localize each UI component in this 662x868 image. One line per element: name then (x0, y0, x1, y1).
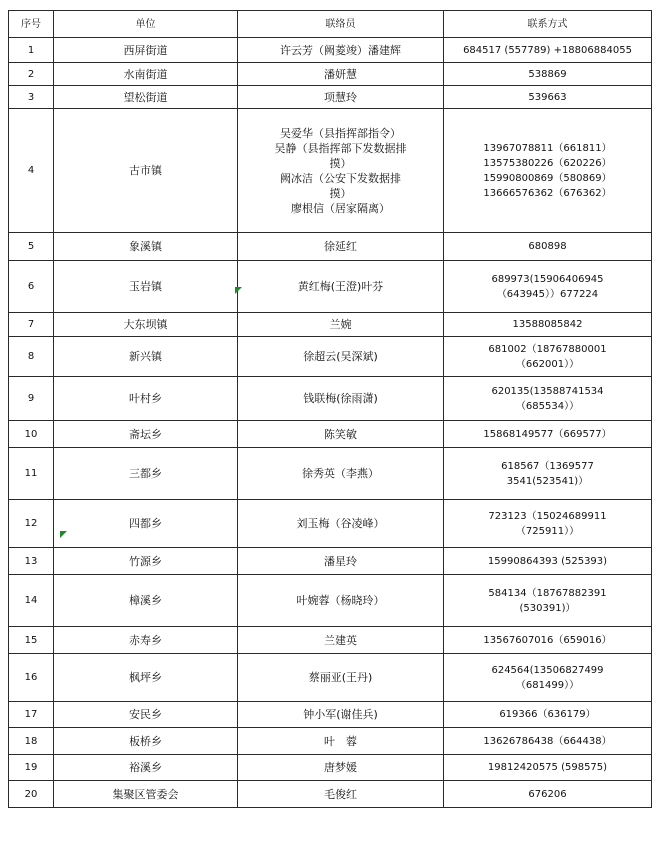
phone-line: 13588085842 (512, 319, 583, 330)
contact-line: 钟小军(谢佳兵) (303, 708, 378, 721)
row-contact (238, 337, 444, 377)
cell-comment-marker (60, 531, 67, 538)
contact-line: 阙冰洁（公安下发数据排 (280, 171, 401, 185)
table-row (9, 575, 652, 627)
contact-line: 廖根信（居家隔离） (291, 201, 390, 215)
phone-line: 689973(15906406945 (491, 273, 604, 285)
row-phone (444, 548, 652, 575)
contact-line: 许云芳（阙菱竣）潘建辉 (280, 43, 401, 57)
row-phone (444, 63, 652, 86)
phone-line: (530391)） (519, 602, 576, 614)
row-index: 11 (9, 448, 54, 500)
row-index: 8 (9, 337, 54, 377)
row-contact (238, 575, 444, 627)
table-row (9, 109, 652, 233)
row-phone (444, 233, 652, 261)
row-phone (444, 337, 652, 377)
row-index: 17 (9, 702, 54, 728)
row-index: 4 (9, 109, 54, 233)
row-phone (444, 500, 652, 548)
row-index: 9 (9, 377, 54, 421)
phone-line: 19812420575 (598575) (487, 762, 608, 773)
row-phone (444, 448, 652, 500)
phone-line: 13575380226（620226） (483, 157, 612, 169)
row-unit: 板桥乡 (54, 728, 238, 755)
contact-line: 兰建英 (324, 633, 357, 647)
row-contact (238, 63, 444, 86)
contact-line: 吴静（县指挥部下发数据排 (274, 141, 407, 155)
phone-line: 684517 (557789) +18806884055 (463, 44, 632, 56)
row-phone (444, 421, 652, 448)
table-row (9, 261, 652, 313)
phone-line: 619366（636179） (499, 709, 596, 720)
row-phone (444, 575, 652, 627)
phone-line: 15990864393 (525393) (487, 555, 608, 567)
contact-line: 叶婉蓉（杨晓玲） (296, 594, 385, 607)
contact-line: 摸） (329, 186, 352, 200)
row-index: 16 (9, 654, 54, 702)
row-phone (444, 38, 652, 63)
phone-line: （681499）） (515, 679, 580, 691)
row-unit: 叶村乡 (54, 377, 238, 421)
row-unit: 竹源乡 (54, 548, 238, 575)
row-contact (238, 500, 444, 548)
row-index: 19 (9, 755, 54, 781)
contact-line: 徐延红 (324, 240, 357, 253)
table-row (9, 755, 652, 781)
row-phone (444, 702, 652, 728)
table-row (9, 728, 652, 755)
phone-line: 15990800869（580869） (483, 172, 612, 184)
row-contact (238, 86, 444, 109)
row-contact (238, 781, 444, 808)
header-contact: 联络员 (238, 11, 444, 38)
phone-line: 539663 (528, 91, 567, 103)
row-contact (238, 38, 444, 63)
table-header-row (9, 11, 652, 38)
row-phone (444, 728, 652, 755)
contact-table (8, 10, 652, 808)
cell-comment-marker (235, 287, 242, 294)
table-row (9, 63, 652, 86)
row-contact (238, 233, 444, 261)
row-index: 10 (9, 421, 54, 448)
contact-line: 兰婉 (329, 318, 352, 331)
contact-line: 蔡丽亚(王丹) (308, 671, 373, 684)
contact-line: 摸） (329, 156, 352, 170)
row-contact (238, 377, 444, 421)
row-contact (238, 728, 444, 755)
row-index: 18 (9, 728, 54, 755)
phone-line: 681002（18767880001 (488, 343, 607, 355)
header-unit: 单位 (54, 11, 238, 38)
phone-line: 584134（18767882391 (488, 587, 607, 599)
phone-line: （643945））677224 (496, 288, 599, 300)
row-phone (444, 86, 652, 109)
contact-line: 潘星玲 (324, 554, 357, 568)
row-index: 1 (9, 38, 54, 63)
contact-line: 吴爱华（县指挥部指令） (280, 126, 401, 140)
row-phone (444, 654, 652, 702)
contact-line: 刘玉梅（谷凌峰） (296, 517, 385, 530)
phone-line: （685534）） (515, 400, 580, 412)
table-row (9, 377, 652, 421)
phone-line: 13666576362（676362） (483, 187, 612, 199)
row-unit: 裕溪乡 (54, 755, 238, 781)
row-contact (238, 548, 444, 575)
row-unit: 新兴镇 (54, 337, 238, 377)
row-unit: 四都乡 (54, 500, 238, 548)
phone-line: 15868149577（669577） (483, 428, 612, 440)
phone-line: 13626786438（664438） (483, 735, 612, 747)
phone-line: 538869 (528, 68, 567, 80)
row-index: 5 (9, 233, 54, 261)
row-contact (238, 421, 444, 448)
table-row (9, 548, 652, 575)
contact-line: 徐秀英（李燕） (302, 467, 379, 480)
phone-line: 618567（1369577 (501, 460, 594, 472)
row-index: 13 (9, 548, 54, 575)
row-contact (238, 313, 444, 337)
row-index: 6 (9, 261, 54, 313)
row-unit: 古市镇 (54, 109, 238, 233)
contact-line: 毛俊红 (324, 787, 357, 801)
row-unit: 象溪镇 (54, 233, 238, 261)
contact-line: 唐梦媛 (324, 761, 357, 774)
row-index: 15 (9, 627, 54, 654)
table-row (9, 337, 652, 377)
contact-line: 黄红梅(王澄)叶芬 (297, 280, 384, 293)
row-unit: 水南街道 (54, 63, 238, 86)
contact-line: 徐超云(吴深斌) (303, 350, 378, 363)
row-index: 3 (9, 86, 54, 109)
row-unit: 西屏街道 (54, 38, 238, 63)
table-row (9, 38, 652, 63)
row-contact (238, 755, 444, 781)
phone-line: 680898 (528, 241, 567, 252)
row-contact (238, 627, 444, 654)
row-contact (238, 702, 444, 728)
phone-line: （662001）） (515, 358, 580, 370)
row-unit: 枫坪乡 (54, 654, 238, 702)
phone-line: 13967078811（661811） (483, 142, 612, 154)
row-contact (238, 654, 444, 702)
header-phone: 联系方式 (444, 11, 652, 38)
row-phone (444, 261, 652, 313)
contact-line: 潘妍慧 (324, 67, 357, 81)
row-phone (444, 377, 652, 421)
row-index: 7 (9, 313, 54, 337)
contact-line: 项慧玲 (324, 90, 357, 104)
table-row (9, 500, 652, 548)
table-row (9, 233, 652, 261)
phone-line: 13567607016（659016） (483, 634, 612, 646)
row-phone (444, 781, 652, 808)
phone-line: 676206 (528, 788, 567, 800)
row-unit: 安民乡 (54, 702, 238, 728)
table-row (9, 86, 652, 109)
contact-line: 钱联梅(徐雨潇) (303, 392, 378, 405)
row-index: 2 (9, 63, 54, 86)
table-row (9, 654, 652, 702)
row-unit: 集聚区管委会 (54, 781, 238, 808)
phone-line: 723123（15024689911 (488, 510, 607, 522)
row-index: 20 (9, 781, 54, 808)
row-unit: 赤寿乡 (54, 627, 238, 654)
row-contact (238, 109, 444, 233)
row-phone (444, 109, 652, 233)
row-phone (444, 313, 652, 337)
row-unit: 三都乡 (54, 448, 238, 500)
row-unit: 大东坝镇 (54, 313, 238, 337)
row-phone (444, 755, 652, 781)
contact-line: 叶 蓉 (324, 734, 357, 748)
phone-line: 620135(13588741534 (491, 385, 604, 397)
row-phone (444, 627, 652, 654)
phone-line: 3541(523541)） (506, 475, 589, 487)
row-contact (238, 261, 444, 313)
contact-line: 陈笑敏 (324, 427, 357, 441)
row-index: 12 (9, 500, 54, 548)
table-row (9, 448, 652, 500)
header-index: 序号 (9, 11, 54, 38)
row-unit: 樟溪乡 (54, 575, 238, 627)
table-row (9, 702, 652, 728)
row-contact (238, 448, 444, 500)
table-row (9, 421, 652, 448)
row-index: 14 (9, 575, 54, 627)
table-row (9, 313, 652, 337)
phone-line: （725911）） (515, 525, 580, 537)
phone-line: 624564(13506827499 (491, 664, 604, 676)
row-unit: 玉岩镇 (54, 261, 238, 313)
table-row (9, 627, 652, 654)
table-row (9, 781, 652, 808)
row-unit: 望松街道 (54, 86, 238, 109)
row-unit: 斋坛乡 (54, 421, 238, 448)
